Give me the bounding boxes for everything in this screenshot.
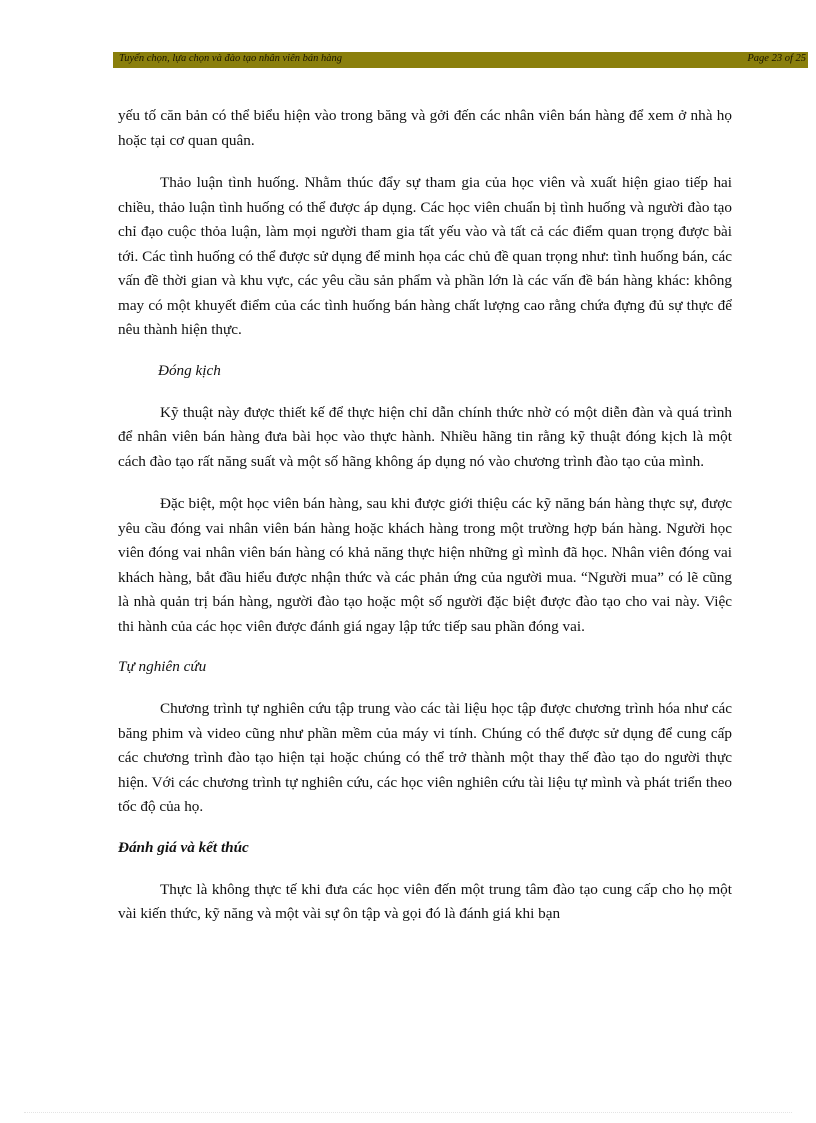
running-header [113, 52, 808, 68]
paragraph-role-play-1: Kỹ thuật này được thiết kế để thực hiện chỉ dẫn chính thức nhờ có một diễn đàn và quá trình để nhân viên bán hàng đưa bài học vào thực hành. Nhiều hãng tin rằng kỹ thuật đóng kịch là một cách đào tạo rất năng suất và một số hãng không áp dụng nó vào chương trình đào tạo của mình. [118, 403, 732, 470]
section-heading-evaluation: Đánh giá và kết thúc [118, 838, 249, 856]
paragraph-intro: yếu tố căn bản có thể biểu hiện vào trong băng và gởi đến các nhân viên bán hàng để xem ở nhà họ hoặc tại cơ quan quân. [118, 107, 732, 149]
paragraph-self-study: Chương trình tự nghiên cứu tập trung vào các tài liệu học tập được chương trình hóa như các băng phim và video cũng như phần mềm của máy vi tính. Chúng có thể được sử dụng để cung cấp các chương trình đào tạo hiện tại hoặc chúng có thể trở thành một thay thế đào tạo do người thực hiện. Với các chương trình tự nghiên cứu, các học viên nghiên cứu tài liệu tự mình và phát triển theo tốc độ của họ. [118, 700, 732, 815]
paragraph-role-play-2: Đặc biệt, một học viên bán hàng, sau khi được giới thiệu các kỹ năng bán hàng thực sự, được yêu cầu đóng vai nhân viên bán hàng hoặc khách hàng trong một trường hợp bán hàng. Người học viên đóng vai nhân viên bán hàng có khả năng thực hiện những gì mình đã học. Nhân viên đóng vai khách hàng, bắt đầu hiểu được nhận thức và các phản ứng của người mua. “Người mua” có lẽ cũng là nhà quản trị bán hàng, người đào tạo hoặc một số người đặc biệt được đào tạo cho vai này. Việc thi hành của các học viên được đánh giá ngay lập tức tiếp sau phần đóng vai. [118, 495, 732, 635]
paragraph-case-discussion: Thảo luận tình huống. Nhằm thúc đẩy sự tham gia của học viên và xuất hiện giao tiếp hai chiều, thảo luận tình huống có thể được áp dụng. Các học viên chuẩn bị tình huống và người đào tạo chỉ đạo cuộc thỏa luận, làm mọi người tham gia tất yếu vào và tất cả các điểm quan trọng được bài tới. Các tình huống có thể được sử dụng để minh họa các chủ đề quan trọng như: tình huống bán, các vấn đề thời gian và khu vực, các yêu cầu sản phẩm và phần lớn là các vấn đề bán hàng khác: không may có một khuyết điểm của các tình huống bán hàng chất lượng cao rằng chứa đựng đủ sự thực để nêu thành hiện thực. [118, 174, 732, 338]
subheading-self-study: Tự nghiên cứu [118, 658, 207, 675]
paragraph-evaluation: Thực là không thực tế khi đưa các học viên đến một trung tâm đào tạo cung cấp cho họ một vài kiến thức, kỹ năng và một vài sự ôn tập và gọi đó là đánh giá khi bạn [118, 880, 732, 922]
subheading-role-play: Đóng kịch [158, 361, 221, 379]
header-page-number: Page 23 of 25 [747, 53, 806, 64]
page-content [118, 104, 732, 927]
header-document-title: Tuyển chọn, lựa chọn và đào tạo nhân viên bán hàng [119, 53, 342, 64]
page-bottom-border [24, 1112, 792, 1113]
